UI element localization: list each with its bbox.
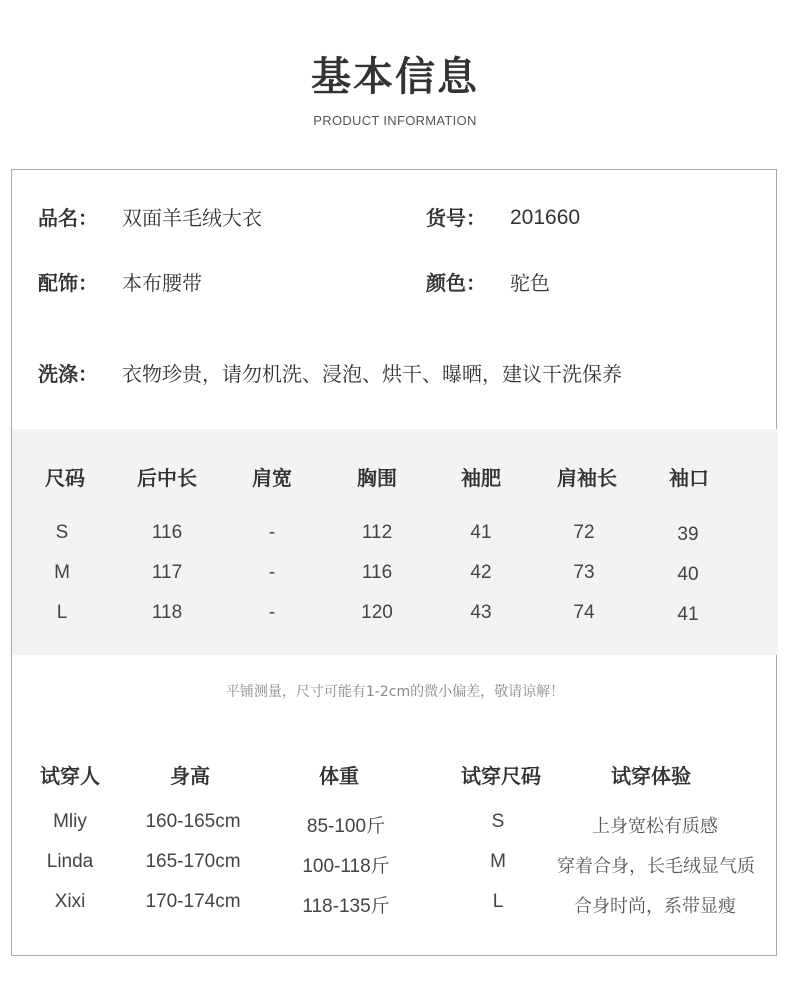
wash-value: 衣物珍贵，请勿机洗、浸泡、烘干、曝晒，建议干洗保养	[122, 362, 622, 386]
accessory-value: 本布腰带	[122, 271, 202, 295]
sku-value: 201660	[510, 206, 581, 229]
trial-cell: Mliy	[53, 811, 87, 832]
trial-cell: M	[490, 851, 506, 872]
trial-cell: 160-165cm	[145, 811, 241, 832]
trial-header-weight: 体重	[319, 764, 359, 788]
trial-cell: 合身时尚，系带显瘦	[574, 896, 736, 917]
size-header-sleeve-length: 肩袖长	[557, 466, 617, 490]
size-cell: -	[268, 522, 276, 543]
size-header-sleeve-width: 袖肥	[461, 466, 501, 490]
size-cell: L	[56, 602, 68, 623]
size-header-shoulder: 肩宽	[252, 466, 292, 490]
size-header-length: 后中长	[137, 466, 197, 490]
size-cell: 120	[361, 602, 393, 623]
size-cell: 117	[151, 562, 183, 583]
page-subtitle: PRODUCT INFORMATION	[313, 113, 477, 128]
accessory-label: 配饰：	[38, 271, 98, 295]
trial-cell: 165-170cm	[145, 851, 241, 872]
size-header-cuff: 袖口	[669, 466, 709, 490]
size-cell: 73	[573, 562, 595, 583]
size-cell: 112	[361, 522, 393, 543]
size-header-chest: 胸围	[357, 466, 397, 490]
trial-cell: 上身宽松有质感	[592, 816, 718, 837]
trial-header-height: 身高	[170, 764, 210, 788]
trial-cell: 170-174cm	[145, 891, 241, 912]
size-cell: 43	[470, 602, 492, 623]
trial-cell: 118-135斤	[302, 896, 390, 917]
name-value: 双面羊毛绒大衣	[122, 206, 262, 230]
size-cell: 40	[677, 564, 699, 585]
trial-header-experience: 试穿体验	[611, 764, 691, 788]
trial-cell: Xixi	[54, 891, 86, 912]
page-title: 基本信息	[311, 54, 479, 100]
trial-cell: L	[492, 891, 504, 912]
trial-cell: S	[491, 811, 505, 832]
size-cell: S	[55, 522, 69, 543]
measurement-note: 平铺测量，尺寸可能有1-2cm的微小偏差，敬请谅解！	[225, 684, 565, 700]
trial-cell: 100-118斤	[302, 856, 390, 877]
sku-label: 货号：	[426, 206, 486, 230]
trial-cell: Linda	[46, 851, 94, 872]
color-label: 颜色：	[426, 271, 486, 295]
size-cell: -	[268, 602, 276, 623]
trial-cell: 85-100斤	[306, 816, 386, 837]
size-cell: 72	[573, 522, 595, 543]
size-cell: 118	[151, 602, 183, 623]
wash-label: 洗涤：	[38, 362, 98, 386]
name-label: 品名：	[38, 206, 98, 230]
size-cell: -	[268, 562, 276, 583]
color-value: 驼色	[510, 271, 550, 295]
trial-header-size: 试穿尺码	[461, 764, 541, 788]
size-cell: 116	[361, 562, 393, 583]
size-header-size: 尺码	[45, 466, 85, 490]
size-cell: 41	[677, 604, 699, 625]
trial-header-person: 试穿人	[40, 764, 100, 788]
size-cell: 42	[470, 562, 492, 583]
size-cell: 116	[151, 522, 183, 543]
trial-cell: 穿着合身，长毛绒显气质	[557, 856, 755, 877]
size-cell: M	[54, 562, 70, 583]
size-cell: 39	[677, 524, 699, 545]
size-cell: 41	[470, 522, 492, 543]
size-cell: 74	[573, 602, 595, 623]
